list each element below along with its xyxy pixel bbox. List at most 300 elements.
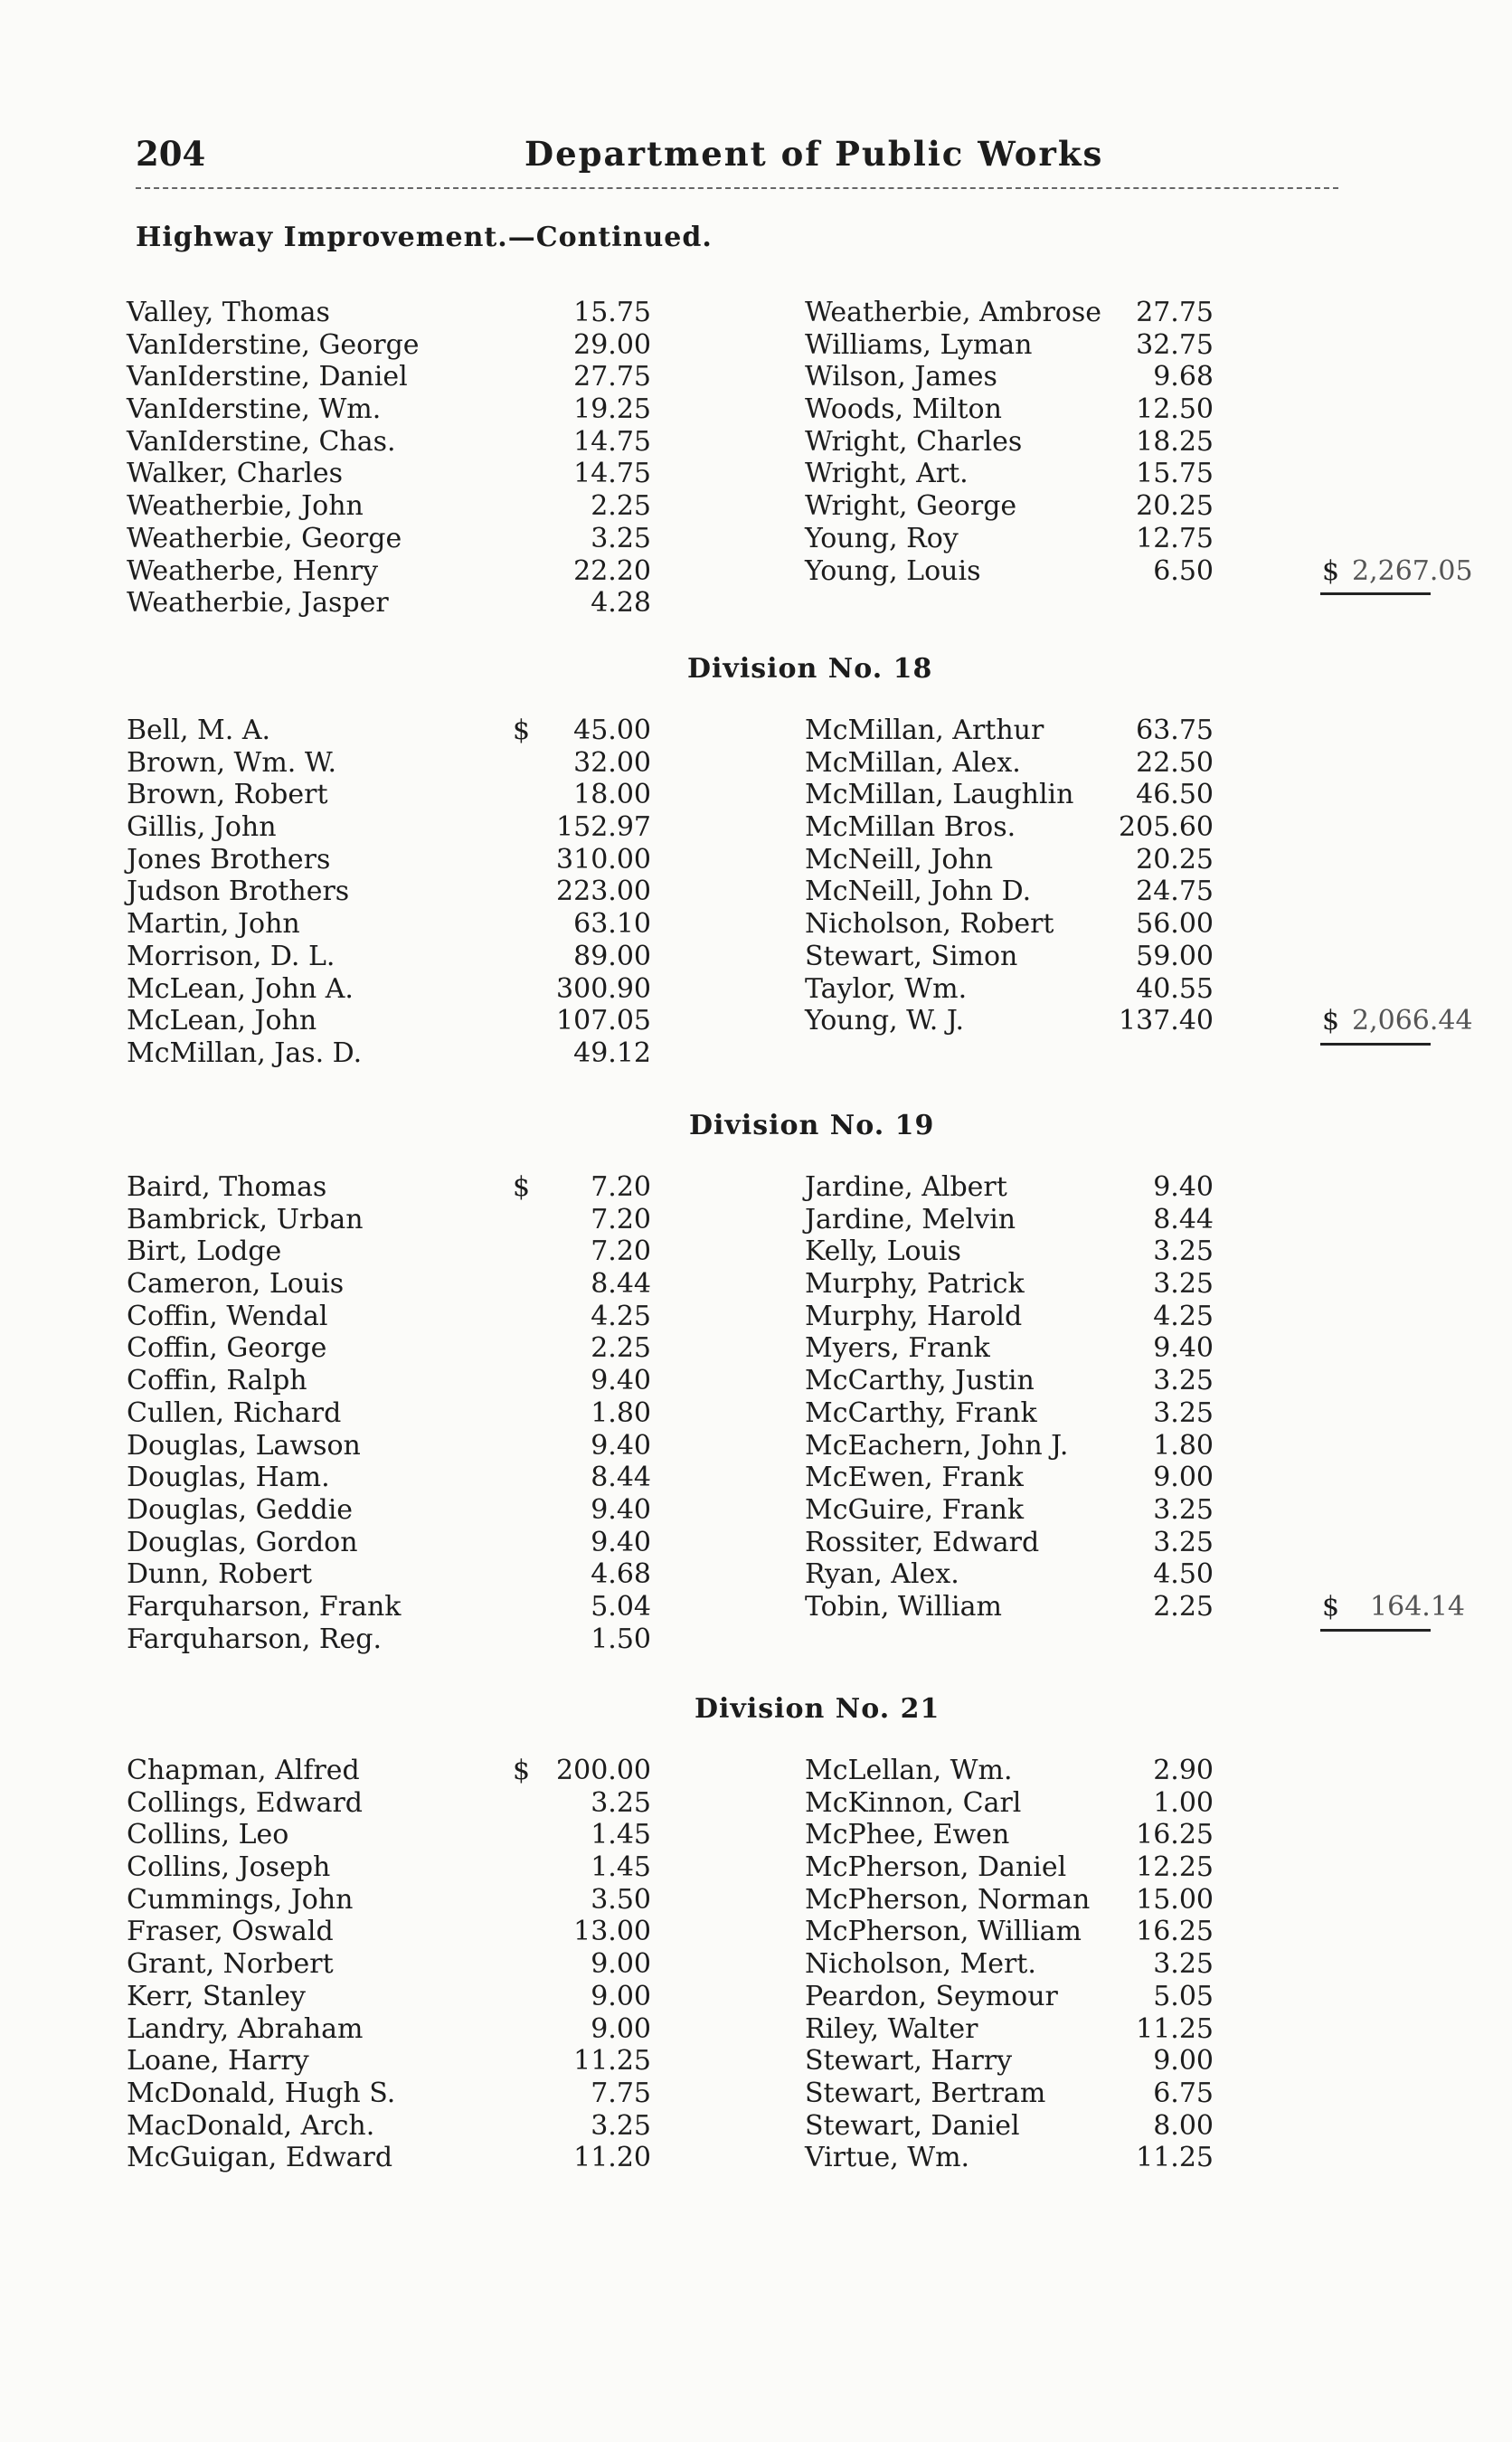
payment-amount: 137.40 xyxy=(1119,1005,1214,1037)
total-dollar-sign: $ xyxy=(1322,1005,1340,1037)
total-dollar-sign: $ xyxy=(1322,554,1340,587)
ledger-row xyxy=(805,1787,1465,1820)
payee-name: Grant, Norbert xyxy=(127,1948,334,1981)
ledger-row xyxy=(127,1301,651,1333)
payment-amount: 27.75 xyxy=(573,361,651,393)
ledger-row xyxy=(805,1591,1465,1623)
ledger-row xyxy=(127,1235,651,1268)
payee-name: Farquharson, Reg. xyxy=(127,1623,383,1655)
payment-amount: 12.75 xyxy=(1136,522,1214,554)
payee-name: Young, Roy xyxy=(805,522,959,554)
payee-name: Taylor, Wm. xyxy=(805,972,968,1005)
ledger-row xyxy=(127,361,651,393)
payee-name: Coffin, George xyxy=(127,1332,327,1365)
ledger-row xyxy=(127,1787,651,1820)
payment-amount: 49.12 xyxy=(573,1036,651,1069)
payment-amount: 9.00 xyxy=(1153,2045,1214,2078)
ledger-row xyxy=(805,2013,1465,2046)
payee-name: VanIderstine, Wm. xyxy=(127,393,382,426)
payment-amount: 9.68 xyxy=(1153,361,1214,393)
division-total: 2,267.05 xyxy=(1352,554,1473,587)
ledger-row xyxy=(127,1527,651,1559)
ledger-row xyxy=(805,779,1465,811)
payment-amount: 1.50 xyxy=(591,1623,651,1655)
payee-name: Collings, Edward xyxy=(127,1786,364,1819)
payment-amount: 40.55 xyxy=(1136,972,1214,1005)
payee-name: VanIderstine, Daniel xyxy=(127,361,408,393)
ledger-row xyxy=(127,1365,651,1397)
payment-amount: 1.80 xyxy=(1153,1429,1214,1462)
right-column xyxy=(805,715,1473,1037)
ledger-row xyxy=(127,490,651,523)
payment-amount: 11.20 xyxy=(573,2142,651,2174)
payee-name: Stewart, Simon xyxy=(805,940,1018,972)
ledger-row xyxy=(805,941,1465,973)
payee-name: Martin, John xyxy=(127,908,300,941)
payee-name: McGuigan, Edward xyxy=(127,2142,393,2174)
ledger-row xyxy=(805,973,1465,1006)
payment-amount: 19.25 xyxy=(573,393,651,426)
payment-amount: 3.25 xyxy=(591,522,651,554)
payment-amount: 4.25 xyxy=(1153,1300,1214,1332)
payment-amount: 8.44 xyxy=(591,1462,651,1494)
ledger-row xyxy=(127,587,651,620)
ledger-row xyxy=(805,1884,1465,1917)
ledger-row xyxy=(127,1623,651,1656)
payee-name: MacDonald, Arch. xyxy=(127,2109,375,2142)
total-underline xyxy=(1320,1043,1431,1046)
payment-amount: 12.50 xyxy=(1136,393,1214,426)
payee-name: Riley, Walter xyxy=(805,2012,978,2045)
payment-amount: 63.10 xyxy=(573,908,651,941)
ledger-row xyxy=(805,329,1465,362)
payment-amount: 6.75 xyxy=(1153,2077,1214,2109)
payee-name: Nicholson, Mert. xyxy=(805,1948,1036,1981)
ledger-row xyxy=(127,844,651,876)
payment-amount: 32.75 xyxy=(1136,328,1214,361)
payee-name: Douglas, Geddie xyxy=(127,1493,354,1526)
right-column xyxy=(805,1755,1465,2174)
payment-amount: 29.00 xyxy=(573,328,651,361)
payment-amount: 3.25 xyxy=(591,2109,651,2142)
payment-amount: 11.25 xyxy=(1136,2142,1214,2174)
ledger-row xyxy=(127,1558,651,1591)
payment-amount: 22.20 xyxy=(573,554,651,587)
payment-amount: 205.60 xyxy=(1119,811,1214,844)
ledger-row xyxy=(127,2013,651,2046)
payment-amount: 16.25 xyxy=(1136,1819,1214,1851)
ledger-row xyxy=(805,747,1465,780)
payee-name: Douglas, Gordon xyxy=(127,1526,358,1558)
running-title: Department of Public Works xyxy=(524,134,1104,174)
ledger-row xyxy=(127,779,651,811)
ledger-row xyxy=(805,1332,1465,1365)
payment-amount: 2.90 xyxy=(1153,1755,1214,1786)
payment-amount: 4.50 xyxy=(1153,1558,1214,1591)
payment-amount: 7.20 xyxy=(591,1203,651,1235)
payee-name: Weatherbie, Ambrose xyxy=(805,297,1101,328)
payee-name: Kerr, Stanley xyxy=(127,1980,306,2012)
ledger-row xyxy=(805,2142,1465,2174)
payee-name: Fraser, Oswald xyxy=(127,1916,334,1948)
payee-name: McKinnon, Carl xyxy=(805,1786,1022,1819)
payee-name: McMillan, Alex. xyxy=(805,746,1021,779)
ledger-row xyxy=(127,2078,651,2110)
ledger-row xyxy=(127,1884,651,1917)
payee-name: Landry, Abraham xyxy=(127,2012,364,2045)
payment-amount: 9.40 xyxy=(1153,1171,1214,1203)
payment-amount: 18.25 xyxy=(1136,425,1214,458)
payment-amount: 3.25 xyxy=(1153,1396,1214,1429)
payment-amount: 3.25 xyxy=(1153,1526,1214,1558)
ledger-row xyxy=(805,1365,1465,1397)
payment-amount: 18.00 xyxy=(573,779,651,811)
section-title: Highway Improvement.—Continued. xyxy=(136,222,713,253)
payee-name: Weatherbe, Henry xyxy=(127,554,379,587)
payment-amount: 1.45 xyxy=(591,1851,651,1884)
ledger-row xyxy=(805,2110,1465,2143)
payee-name: McLellan, Wm. xyxy=(805,1755,1013,1786)
payee-name: Stewart, Bertram xyxy=(805,2077,1046,2109)
ledger-row xyxy=(805,1916,1465,1948)
payment-amount: 63.75 xyxy=(1136,715,1214,746)
ledger-row xyxy=(805,1430,1465,1462)
payment-amount: 1.80 xyxy=(591,1396,651,1429)
payment-amount: 3.25 xyxy=(1153,1948,1214,1981)
payee-name: Weatherbie, Jasper xyxy=(127,587,389,620)
ledger-row xyxy=(127,1462,651,1494)
ledger-block xyxy=(127,1755,1465,2183)
payment-amount: 2.25 xyxy=(591,490,651,523)
payee-name: Woods, Milton xyxy=(805,393,1002,426)
payment-amount: 7.20 xyxy=(591,1235,651,1268)
ledger-row xyxy=(127,1948,651,1981)
ledger-row xyxy=(805,1494,1465,1527)
payee-name: Coffin, Ralph xyxy=(127,1365,307,1397)
payment-amount: 3.25 xyxy=(591,1786,651,1819)
ledger-row xyxy=(127,2045,651,2078)
payment-amount: 1.00 xyxy=(1153,1786,1214,1819)
payee-name: McMillan, Arthur xyxy=(805,715,1044,746)
payment-amount: 20.25 xyxy=(1136,843,1214,876)
payee-name: McDonald, Hugh S. xyxy=(127,2077,396,2109)
payment-amount: 9.00 xyxy=(591,1948,651,1981)
payee-name: Wright, Art. xyxy=(805,458,969,490)
payee-name: McEwen, Frank xyxy=(805,1462,1024,1494)
left-column xyxy=(127,297,651,620)
ledger-row xyxy=(805,876,1465,908)
payee-name: McPherson, William xyxy=(805,1916,1082,1948)
payment-amount: 14.75 xyxy=(573,425,651,458)
ledger-row xyxy=(805,1462,1465,1494)
payee-name: Stewart, Harry xyxy=(805,2045,1013,2078)
division-title: Division No. 18 xyxy=(687,653,933,685)
payment-amount: 3.25 xyxy=(1153,1268,1214,1301)
payee-name: McNeill, John D. xyxy=(805,876,1032,908)
payee-name: Bambrick, Urban xyxy=(127,1203,364,1235)
ledger-row xyxy=(127,973,651,1006)
payee-name: McMillan, Jas. D. xyxy=(127,1036,363,1069)
dollar-sign: $ xyxy=(513,715,531,746)
division-title: Division No. 19 xyxy=(689,1110,935,1141)
ledger-row xyxy=(127,523,651,555)
ledger-row xyxy=(805,1171,1465,1204)
ledger-row xyxy=(805,1948,1465,1981)
payee-name: Weatherbie, John xyxy=(127,490,364,523)
left-column xyxy=(127,1755,651,2174)
payee-name: Wilson, James xyxy=(805,361,997,393)
dollar-sign: $ xyxy=(513,1755,531,1786)
payment-amount: 6.50 xyxy=(1153,554,1214,587)
payee-name: Kelly, Louis xyxy=(805,1235,961,1268)
payee-name: Cameron, Louis xyxy=(127,1268,345,1301)
payee-name: Cullen, Richard xyxy=(127,1396,342,1429)
payee-name: Douglas, Ham. xyxy=(127,1462,330,1494)
ledger-row xyxy=(805,458,1465,490)
division-total: 2,066.44 xyxy=(1352,1005,1473,1037)
payee-name: Walker, Charles xyxy=(127,458,344,490)
payee-name: Bell, M. A. xyxy=(127,715,271,746)
payment-amount: 3.25 xyxy=(1153,1493,1214,1526)
header-rule xyxy=(136,187,1338,189)
ledger-row xyxy=(805,2078,1465,2110)
payee-name: Dunn, Robert xyxy=(127,1558,313,1591)
payee-name: McPherson, Daniel xyxy=(805,1851,1067,1884)
total-underline xyxy=(1320,1629,1431,1632)
ledger-row xyxy=(127,876,651,908)
payee-name: VanIderstine, Chas. xyxy=(127,425,396,458)
payment-amount: 9.40 xyxy=(591,1526,651,1558)
ledger-row xyxy=(127,297,651,329)
ledger-row xyxy=(127,1981,651,2013)
payee-name: Brown, Wm. W. xyxy=(127,746,337,779)
payee-name: Weatherbie, George xyxy=(127,522,402,554)
payment-amount: 22.50 xyxy=(1136,746,1214,779)
payment-amount: 4.28 xyxy=(591,587,651,620)
payee-name: McLean, John xyxy=(127,1005,317,1037)
payee-name: McPherson, Norman xyxy=(805,1883,1091,1916)
payment-amount: 200.00 xyxy=(556,1755,651,1786)
payment-amount: 7.75 xyxy=(591,2077,651,2109)
ledger-row xyxy=(805,1268,1465,1301)
payment-amount: 13.00 xyxy=(573,1916,651,1948)
payee-name: Myers, Frank xyxy=(805,1332,990,1365)
ledger-row xyxy=(805,1235,1465,1268)
payee-name: McLean, John A. xyxy=(127,972,354,1005)
payment-amount: 5.05 xyxy=(1153,1980,1214,2012)
right-column xyxy=(805,1171,1465,1623)
payee-name: Morrison, D. L. xyxy=(127,940,335,972)
dollar-sign: $ xyxy=(513,1171,531,1203)
payment-amount: 1.45 xyxy=(591,1819,651,1851)
payment-amount: 3.25 xyxy=(1153,1235,1214,1268)
ledger-row xyxy=(805,490,1465,523)
payee-name: Tobin, William xyxy=(805,1590,1002,1623)
payment-amount: 107.05 xyxy=(556,1005,651,1037)
ledger-row xyxy=(805,1755,1465,1787)
ledger-row xyxy=(805,297,1465,329)
payment-amount: 3.25 xyxy=(1153,1365,1214,1397)
ledger-row xyxy=(805,1851,1465,1884)
ledger-row xyxy=(127,1851,651,1884)
payment-amount: 9.00 xyxy=(591,1980,651,2012)
payee-name: Farquharson, Frank xyxy=(127,1590,402,1623)
payee-name: Cummings, John xyxy=(127,1883,354,1916)
payment-amount: 9.40 xyxy=(591,1429,651,1462)
payment-amount: 14.75 xyxy=(573,458,651,490)
payee-name: Jardine, Albert xyxy=(805,1171,1007,1203)
payee-name: Gillis, John xyxy=(127,811,277,844)
payee-name: Loane, Harry xyxy=(127,2045,309,2078)
payee-name: Ryan, Alex. xyxy=(805,1558,959,1591)
payment-amount: 11.25 xyxy=(1136,2012,1214,2045)
payee-name: VanIderstine, George xyxy=(127,328,420,361)
payment-amount: 300.90 xyxy=(556,972,651,1005)
ledger-row xyxy=(127,329,651,362)
payment-amount: 5.04 xyxy=(591,1590,651,1623)
payment-amount: 12.25 xyxy=(1136,1851,1214,1884)
payee-name: Jardine, Melvin xyxy=(805,1203,1016,1235)
ledger-row xyxy=(805,715,1465,747)
ledger-row xyxy=(127,1755,651,1787)
ledger-row xyxy=(127,1916,651,1948)
division-title: Division No. 21 xyxy=(695,1693,940,1725)
payment-amount: 310.00 xyxy=(556,843,651,876)
payment-amount: 9.00 xyxy=(1153,1462,1214,1494)
ledger-row xyxy=(127,1397,651,1430)
right-column xyxy=(805,297,1473,587)
ledger-row xyxy=(127,2110,651,2143)
payment-amount: 11.25 xyxy=(573,2045,651,2078)
ledger-row xyxy=(127,811,651,844)
ledger-block xyxy=(127,297,1473,629)
ledger-row xyxy=(127,1005,651,1037)
payee-name: Chapman, Alfred xyxy=(127,1755,360,1786)
payment-amount: 20.25 xyxy=(1136,490,1214,523)
payee-name: Nicholson, Robert xyxy=(805,908,1054,941)
payee-name: Murphy, Harold xyxy=(805,1300,1023,1332)
payment-amount: 4.68 xyxy=(591,1558,651,1591)
ledger-row xyxy=(805,1527,1465,1559)
total-dollar-sign: $ xyxy=(1322,1590,1340,1623)
ledger-row xyxy=(805,2045,1465,2078)
ledger-row xyxy=(127,426,651,459)
ledger-row xyxy=(127,1171,651,1204)
payee-name: McEachern, John J. xyxy=(805,1429,1069,1462)
payment-amount: 24.75 xyxy=(1136,876,1214,908)
payee-name: Collins, Leo xyxy=(127,1819,289,1851)
payee-name: Collins, Joseph xyxy=(127,1851,331,1884)
payee-name: McNeill, John xyxy=(805,843,994,876)
payment-amount: 46.50 xyxy=(1136,779,1214,811)
payment-amount: 223.00 xyxy=(556,876,651,908)
ledger-row xyxy=(805,1204,1465,1236)
ledger-row xyxy=(127,1268,651,1301)
ledger-row xyxy=(127,1819,651,1851)
left-column xyxy=(127,1171,651,1655)
ledger-row xyxy=(805,908,1465,941)
ledger-block xyxy=(127,715,1473,1079)
ledger-row xyxy=(805,426,1465,459)
payee-name: Murphy, Patrick xyxy=(805,1268,1025,1301)
payee-name: Stewart, Daniel xyxy=(805,2109,1020,2142)
ledger-row xyxy=(127,1204,651,1236)
payee-name: Young, Louis xyxy=(805,554,981,587)
ledger-row xyxy=(127,747,651,780)
payee-name: McGuire, Frank xyxy=(805,1493,1025,1526)
ledger-row xyxy=(805,393,1465,426)
payee-name: Judson Brothers xyxy=(127,876,350,908)
payment-amount: 2.25 xyxy=(1153,1590,1214,1623)
payee-name: Coffin, Wendal xyxy=(127,1300,328,1332)
ledger-row xyxy=(805,811,1465,844)
left-column xyxy=(127,715,651,1070)
ledger-row xyxy=(805,361,1465,393)
payee-name: McMillan Bros. xyxy=(805,811,1016,844)
payee-name: Valley, Thomas xyxy=(127,297,330,328)
ledger-row xyxy=(805,1558,1465,1591)
ledger-row xyxy=(805,1819,1465,1851)
payment-amount: 8.44 xyxy=(591,1268,651,1301)
payment-amount: 9.00 xyxy=(591,2012,651,2045)
payment-amount: 16.25 xyxy=(1136,1916,1214,1948)
ledger-row xyxy=(127,1494,651,1527)
payee-name: Wright, Charles xyxy=(805,425,1023,458)
page-header xyxy=(136,134,1402,179)
payment-amount: 15.00 xyxy=(1136,1883,1214,1916)
payment-amount: 8.44 xyxy=(1153,1203,1214,1235)
payee-name: Jones Brothers xyxy=(127,843,331,876)
ledger-row xyxy=(127,908,651,941)
payment-amount: 89.00 xyxy=(573,940,651,972)
payment-amount: 8.00 xyxy=(1153,2109,1214,2142)
ledger-row xyxy=(805,554,1473,588)
payment-amount: 152.97 xyxy=(556,811,651,844)
payee-name: Peardon, Seymour xyxy=(805,1980,1058,2012)
payment-amount: 27.75 xyxy=(1136,297,1214,328)
payment-amount: 9.40 xyxy=(1153,1332,1214,1365)
ledger-row xyxy=(805,844,1465,876)
ledger-block xyxy=(127,1171,1465,1665)
payee-name: Virtue, Wm. xyxy=(805,2142,970,2174)
payee-name: Young, W. J. xyxy=(805,1005,965,1037)
ledger-row xyxy=(127,393,651,426)
ledger-row xyxy=(127,1037,651,1070)
ledger-row xyxy=(805,1301,1465,1333)
payee-name: McMillan, Laughlin xyxy=(805,779,1074,811)
total-underline xyxy=(1320,592,1431,595)
payment-amount: 3.50 xyxy=(591,1883,651,1916)
ledger-row xyxy=(127,715,651,747)
ledger-row xyxy=(805,1005,1473,1037)
payee-name: McCarthy, Justin xyxy=(805,1365,1035,1397)
ledger-row xyxy=(127,1332,651,1365)
ledger-row xyxy=(127,1430,651,1462)
payee-name: McPhee, Ewen xyxy=(805,1819,1010,1851)
ledger-row xyxy=(127,458,651,490)
payment-amount: 9.40 xyxy=(591,1493,651,1526)
payment-amount: 4.25 xyxy=(591,1300,651,1332)
ledger-row xyxy=(127,1591,651,1623)
payee-name: Douglas, Lawson xyxy=(127,1429,361,1462)
payment-amount: 15.75 xyxy=(573,297,651,328)
payee-name: Birt, Lodge xyxy=(127,1235,282,1268)
payment-amount: 56.00 xyxy=(1136,908,1214,941)
payee-name: Wright, George xyxy=(805,490,1017,523)
payment-amount: 32.00 xyxy=(573,746,651,779)
payee-name: Rossiter, Edward xyxy=(805,1526,1040,1558)
payee-name: Williams, Lyman xyxy=(805,328,1033,361)
